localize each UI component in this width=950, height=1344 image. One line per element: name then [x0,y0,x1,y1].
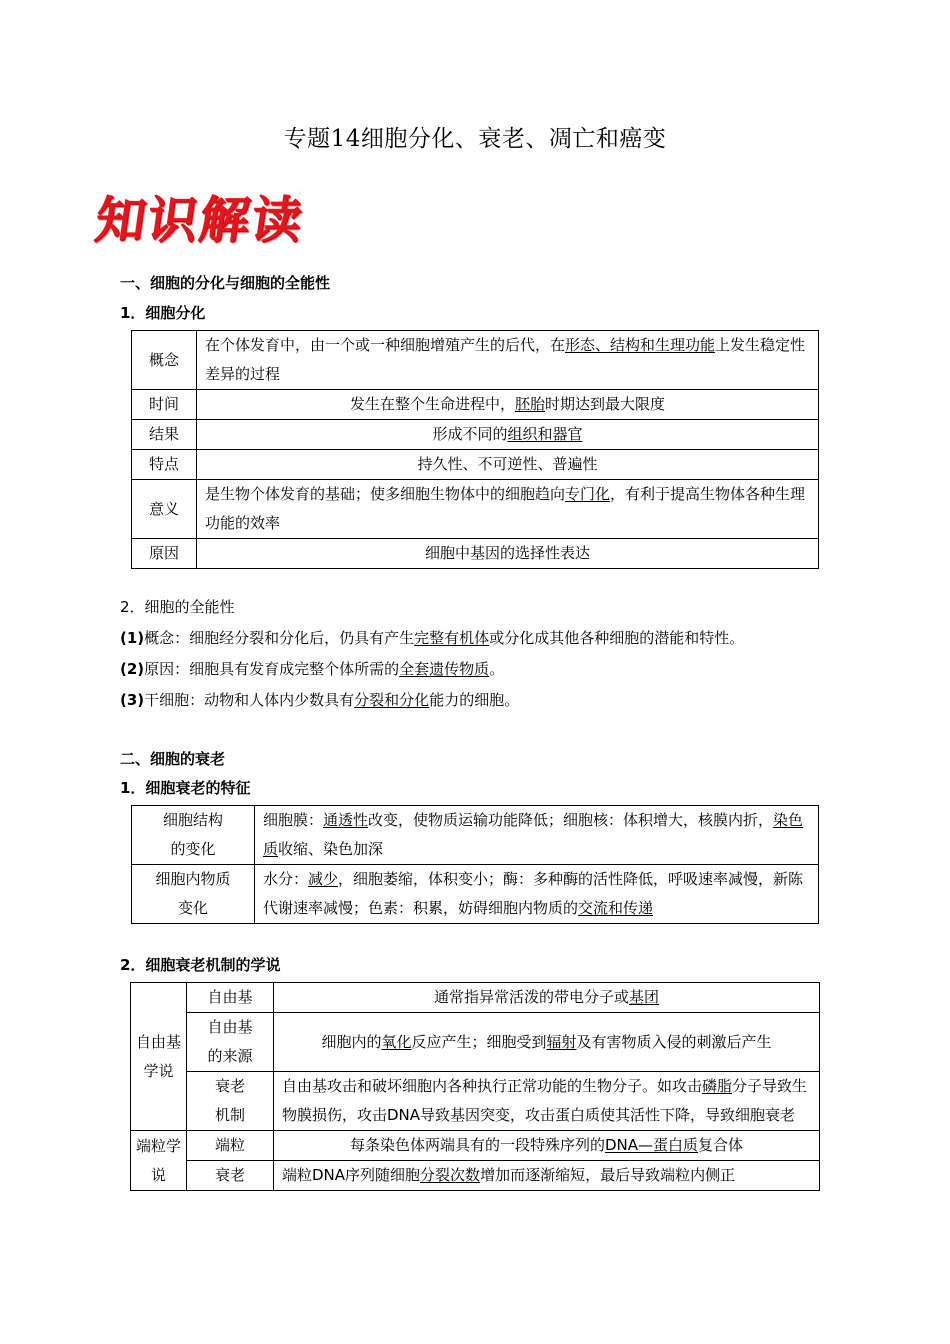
row-label: 时间 [132,390,197,420]
table-row [132,539,819,569]
aging-features-table [131,805,819,924]
row-content: 细胞中基因的选择性表达 [197,539,819,569]
section2-sub2: 2．细胞衰老机制的学说 [120,956,281,974]
row-content: 端粒DNA序列随细胞分裂次数增加而逐渐缩短，最后导致端粒内侧正 [274,1161,820,1191]
table-row [131,1161,820,1191]
row-label: 细胞结构 的变化 [132,806,255,865]
row-content: 是生物个体发育的基础；使多细胞生物体中的细胞趋向专门化，有利于提高生物体各种生理功能的效率 [197,480,819,539]
totipotency-concept: (1)概念：细胞经分裂和分化后，仍具有产生完整有机体或分化成其他各种细胞的潜能和特性。 [120,629,745,647]
table-row [131,1131,820,1161]
knowledge-banner: 知识解读 [91,191,308,249]
row-content: 细胞内的氧化反应产生；细胞受到辐射及有害物质入侵的刺激后产生 [274,1013,820,1072]
row-label: 概念 [132,331,197,390]
table-row [132,865,819,924]
table-row [132,450,819,480]
table-row [132,480,819,539]
row-label: 衰老 [187,1161,274,1191]
table-row [132,806,819,865]
table-row [131,1013,820,1072]
row-label: 衰老 机制 [187,1072,274,1131]
row-label: 特点 [132,450,197,480]
section1-heading: 一、细胞的分化与细胞的全能性 [120,274,331,292]
section1-sub1: 1．细胞分化 [120,304,206,322]
row-content: 持久性、不可逆性、普遍性 [197,450,819,480]
table-row [132,420,819,450]
row-label: 原因 [132,539,197,569]
row-label: 自由基 的来源 [187,1013,274,1072]
row-content: 自由基攻击和破坏细胞内各种执行正常功能的生物分子。如攻击磷脂分子导致生物膜损伤，攻击DNA导致基因突变，攻击蛋白质使其活性下降，导致细胞衰老 [274,1072,820,1131]
theory-label-free-radical: 自由基学说 [131,983,187,1131]
row-content: 发生在整个生命进程中，胚胎时期达到最大限度 [197,390,819,420]
section1-sub2: 2．细胞的全能性 [120,598,235,616]
section2-heading: 二、细胞的衰老 [120,750,226,768]
aging-mechanism-table [130,982,820,1191]
row-content: 形成不同的组织和器官 [197,420,819,450]
row-label: 细胞内物质 变化 [132,865,255,924]
table-row [131,1072,820,1131]
row-label: 自由基 [187,983,274,1013]
row-content: 细胞膜：通透性改变，使物质运输功能降低；细胞核：体积增大，核膜内折，染色质收缩、染色加深 [255,806,819,865]
totipotency-reason: (2)原因：细胞具有发育成完整个体所需的全套遗传物质。 [120,660,505,678]
row-content: 每条染色体两端具有的一段特殊序列的DNA—蛋白质复合体 [274,1131,820,1161]
document-title: 专题14细胞分化、衰老、凋亡和癌变 [283,126,667,152]
row-content: 通常指异常活泼的带电分子或基团 [274,983,820,1013]
stem-cell: (3)干细胞：动物和人体内少数具有分裂和分化能力的细胞。 [120,691,520,709]
row-label: 结果 [132,420,197,450]
table-row [132,390,819,420]
row-label: 端粒 [187,1131,274,1161]
table-row [132,331,819,390]
row-label: 意义 [132,480,197,539]
row-content: 水分：减少，细胞萎缩，体积变小；酶：多种酶的活性降低，呼吸速率减慢，新陈代谢速率减慢；色素：积累，妨碍细胞内物质的交流和传递 [255,865,819,924]
theory-label-telomere: 端粒学说 [131,1131,187,1191]
differentiation-table [131,330,819,569]
row-content: 在个体发育中，由一个或一种细胞增殖产生的后代，在形态、结构和生理功能上发生稳定性差异的过程 [197,331,819,390]
section2-sub1: 1．细胞衰老的特征 [120,779,251,797]
table-row [131,983,820,1013]
